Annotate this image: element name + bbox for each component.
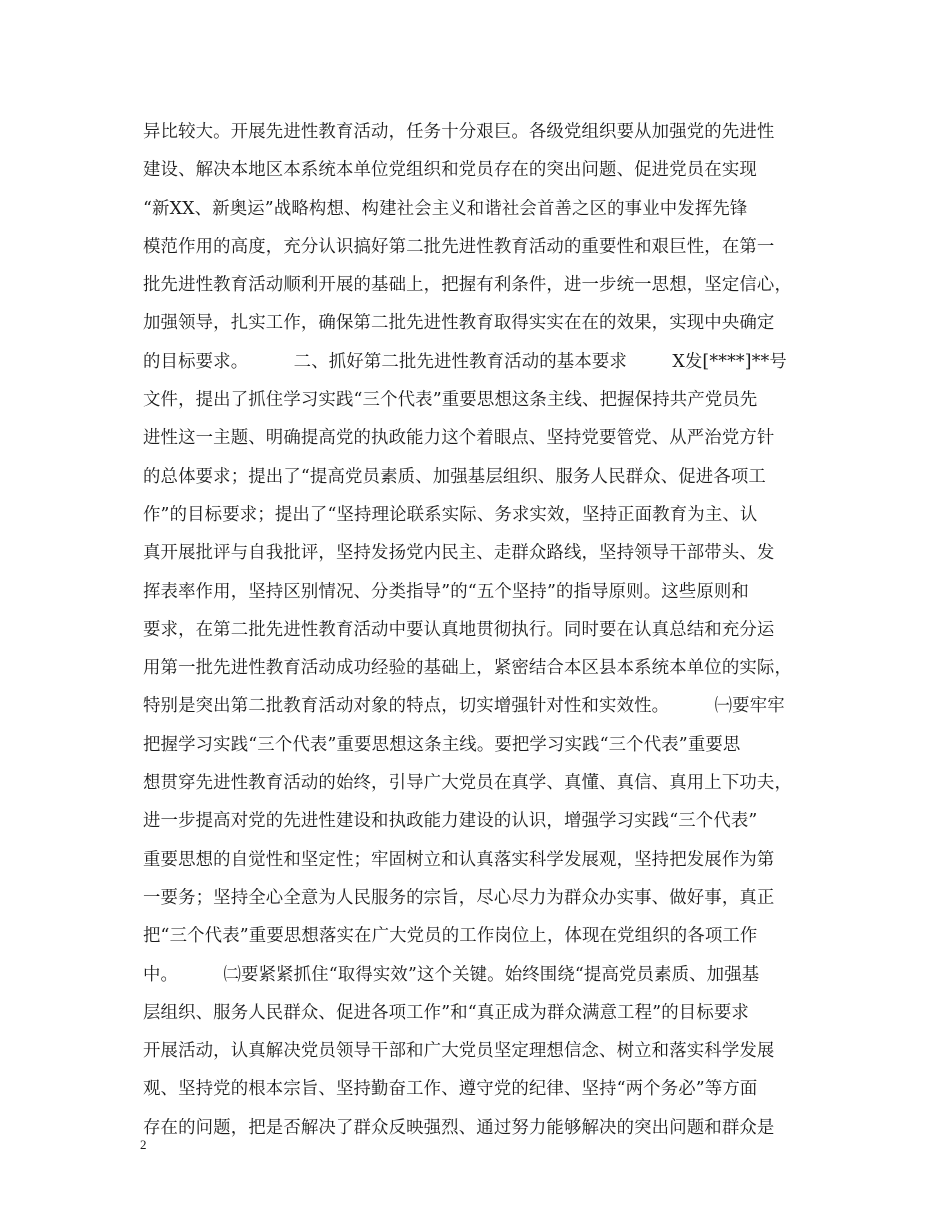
text-line: 加强领导，扎实工作，确保第二批先进性教育取得实实在在的效果，实现中央确定 bbox=[143, 313, 775, 334]
text-line: 层组织、服务人民群众、促进各项工作”和“真正成为群众满意工程”的目标要求 bbox=[143, 1002, 749, 1023]
text-line: 用第一批先进性教育活动成功经验的基础上，紧密结合本区县本系统本单位的实际， bbox=[143, 658, 793, 679]
body-text bbox=[143, 113, 823, 1147]
text-line: 把“三个代表”重要思想落实在广大党员的工作岗位上，体现在党组织的各项工作 bbox=[143, 926, 758, 947]
text-line: 的目标要求。 二、抓好第二批先进性教育活动的基本要求 X发[****]**号 bbox=[143, 351, 787, 372]
text-line: 进一步提高对党的先进性建设和执政能力建设的认识，增强学习实践“三个代表” bbox=[143, 811, 758, 832]
text-line: 想贯穿先进性教育活动的始终，引导广大党员在真学、真懂、真信、真用上下功夫， bbox=[143, 773, 793, 794]
text-line: 进性这一主题、明确提高党的执政能力这个着眼点、坚持党要管党、从严治党方针 bbox=[143, 428, 775, 449]
text-line: 一要务；坚持全心全意为人民服务的宗旨，尽心尽力为群众办实事、做好事，真正 bbox=[143, 887, 775, 908]
text-line: 的总体要求；提出了“提高党员素质、加强基层组织、服务人民群众、促进各项工 bbox=[143, 466, 766, 487]
page-number: 2 bbox=[140, 1137, 147, 1152]
text-line: 异比较大。开展先进性教育活动，任务十分艰巨。各级党组织要从加强党的先进性 bbox=[143, 122, 775, 142]
text-line: 文件，提出了抓住学习实践“三个代表”重要思想这条主线、把握保持共产党员先 bbox=[143, 390, 758, 411]
text-line: 存在的问题，把是否解决了群众反映强烈、通过努力能够解决的突出问题和群众是 bbox=[143, 1117, 775, 1138]
text-line: 开展活动，认真解决党员领导干部和广大党员坚定理想信念、树立和落实科学发展 bbox=[143, 1041, 775, 1062]
text-line: 观、坚持党的根本宗旨、坚持勤奋工作、遵守党的纪律、坚持“两个务必”等方面 bbox=[143, 1079, 758, 1100]
text-line: “新XX、新奥运”战略构想、构建社会主义和谐社会首善之区的事业中发挥先锋 bbox=[143, 198, 748, 219]
text-line: 批先进性教育活动顺利开展的基础上，把握有利条件，进一步统一思想，坚定信心， bbox=[143, 275, 793, 296]
text-line: 作”的目标要求；提出了“坚持理论联系实际、务求实效，坚持正面教育为主、认 bbox=[143, 504, 758, 525]
text-line: 挥表率作用，坚持区别情况、分类指导”的“五个坚持”的指导原则。这些原则和 bbox=[143, 581, 749, 602]
text-line: 特别是突出第二批教育活动对象的特点，切实增强针对性和实效性。 ㈠要牢牢 bbox=[143, 696, 785, 717]
text-line: 中。 ㈡要紧紧抓住“取得实效”这个关键。始终围绕“提高党员素质、加强基 bbox=[143, 964, 760, 985]
text-line: 模范作用的高度，充分认识搞好第二批先进性教育活动的重要性和艰巨性，在第一 bbox=[143, 236, 775, 257]
text-line: 要求，在第二批先进性教育活动中要认真地贯彻执行。同时要在认真总结和充分运 bbox=[143, 619, 775, 640]
text-line: 把握学习实践“三个代表”重要思想这条主线。要把学习实践“三个代表”重要思 bbox=[143, 734, 741, 755]
text-line: 重要思想的自觉性和坚定性；牢固树立和认真落实科学发展观，坚持把发展作为第 bbox=[143, 849, 775, 870]
text-line: 建设、解决本地区本系统本单位党组织和党员存在的突出问题、促进党员在实现 bbox=[143, 160, 757, 181]
text-line: 真开展批评与自我批评，坚持发扬党内民主、走群众路线，坚持领导干部带头、发 bbox=[143, 543, 775, 564]
